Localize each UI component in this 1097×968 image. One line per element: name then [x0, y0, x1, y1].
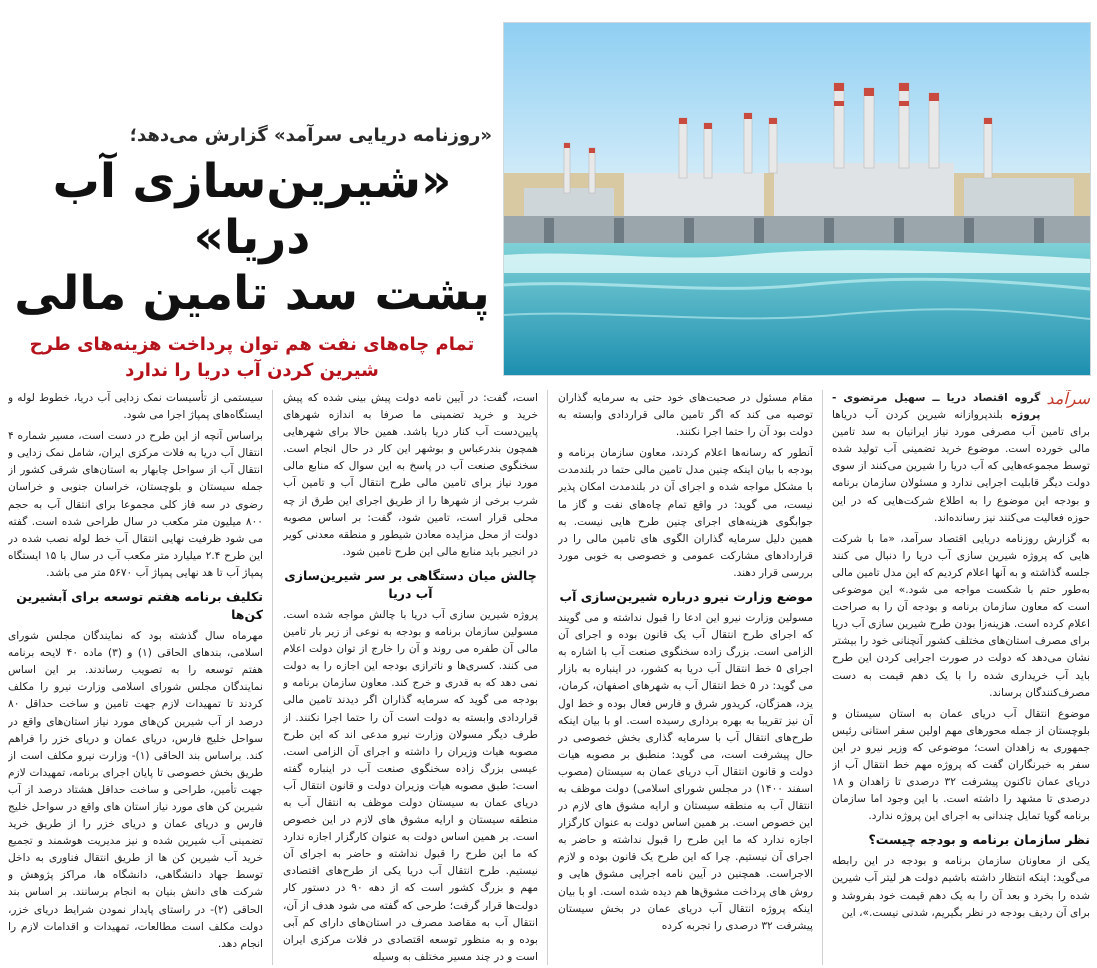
paragraph: بلندپروازانه شیرین کردن آب دریاها برای تامین آب مصرفی مورد نیاز ایرانیان به سد تامین مالی خورده است. موضوع خرید تضمینی آب تولید شده توسط مجموعه‌هایی که آب دریا را شیرین می‌کنند از سوی دولت دیگر قابلیت اجرایی ندارد و مسئولان سازمان برنامه و بودجه این موضوع را به اطلاع شرکت‌هایی که در این حوزه فعالیت می‌کنند نیز رسانده‌اند.	[832, 409, 1090, 524]
kicker: «روزنامه دریایی سرآمد» گزارش می‌دهد؛	[129, 125, 492, 146]
paragraph: مقام مسئول در صحبت‌های خود حتی به سرمایه گذاران توصیه می کند که اگر تامین مالی قراردادی وابسته به دولت بود آن را حتما اجرا نکنند.	[558, 392, 813, 439]
column-3	[283, 390, 538, 965]
photo-illustration	[504, 23, 1090, 375]
section-heading: موضع وزارت نیرو درباره شیرین‌سازی آب	[559, 589, 813, 605]
desalination-plant-photo	[503, 22, 1091, 376]
column-1	[832, 390, 1090, 965]
headline-line-2: پشت سد تامین مالی	[14, 266, 490, 321]
lead-paragraph	[832, 390, 1090, 527]
paragraph: است، گفت: در آیین نامه دولت پیش بینی شده که پیش خرید و خرید تضمینی ما صرفا به اندازه شهرهای پایین‌دست آب کنار دریا باشد. همین حالا برای شهرهایی همچون بندرعباس و بوشهر این کار در حال انجام است. سخنگوی صنعت آب در پاسخ به این سوال که منابع مالی مورد نیاز برای تامین مالی طرح انتقال آب و تامین آب شرب برخی از شهرها را از طریق اجرای این طرق از چه محلی قرار است، تامین شود، گفت: بر اساس مصوبه دولت از محل مزایده معادن شیطور و منطقه معدنی کویر در انجیر باید منابع مالی این طرح تامین شود.	[283, 392, 538, 558]
column-divider	[547, 390, 548, 965]
column-2	[558, 390, 813, 965]
subtitle: تمام چاه‌های نفت هم توان پرداخت هزینه‌های طرح شیرین کردن آب دریا را ندارد	[29, 334, 475, 381]
paragraph: براساس آنچه از این طرح در دست است، مسیر شماره ۴ انتقال آب دریا به فلات مرکزی ایران، شامل نمک زدایی و انتقال آب از سواحل چابهار به استان‌های شرقی کشور از جمله سیستان و بلوچستان، خراسان جنوبی و خراسان رضوی در سه فاز کلی مجموعا برای انتقال آب به حجم ۸۰۰ میلیون متر مکعب در سال طراحی شده است. گفته می شود ظرفیت نهایی انتقال آب خط لوله نصب شده در این طرح ۲.۴ میلیارد متر مکعب آب در سال با ۱۵ ایستگاه پمپاژ آب تا هد نهایی پمپاژ آب ۵۶۷۰ متر می باشد.	[8, 430, 263, 579]
paragraph: مهرماه سال گذشته بود که نمایندگان مجلس شورای اسلامی، بندهای الحاقی (۱) و (۳) ماده ۴۰ لایحه برنامه هفتم توسعه را به تصویب رساندند. بر این اساس نمایندگان مجلس شورای اسلامی وزارت نیرو را مکلف کردند تا تمهیدات لازم جهت تامین و ساخت حداقل ۸۰ درصد از آب شیرین کن‌های مورد نیاز استان‌های واقع در سواحل خلیج فارس، دریای عمان و دریای خزر را فراهم کند. براساس بند الحاقی (۱)- وزارت نیرو مکلف است از طریق بخش خصوصی تا پایان اجرای برنامه، تمهیدات لازم جهت تأمین، طراحی و ساخت حداقل هشتاد درصد از آب شیرین کن های مورد نیاز استان های واقع در سواحل خلیج فارس و دریای عمان و دریای خزر را از طریق خرید تضمینی آب شیرین شده و نیز مدیریت هوشمند و تجمیع خرید آب شیرین کن ها از طریق انتقال فناوری به داخل توسط جهاد دانشگاهی، دانشگاه ها، مراکز پژوهش و شرکت های دانش بنیان به انجام برسانند. بر اساس بند الحاقی (۲)- در راستای پایدار نمودن شرایط دریای خزر، دولت مکلف است مطالعات، تمهیدات و اقدامات لازم را انجام دهد.	[8, 630, 263, 950]
paragraph: موضوع انتقال آب دریای عمان به استان سیستان و بلوچستان از جمله محورهای مهم اولین سفر استانی رئیس جمهوری به زاهدان است؛ موضوعی که وزیر نیرو در این سفر به خبرنگاران گفت که پروژه مهم خط انتقال آب از دریای عمان تاکنون پیشرفت ۳۲ درصدی تا زاهدان و ۱۸ درصدی تا مشهد را داشته است. با این وجود اما سازمان برنامه گویا تمایل چندانی به اجرای این پروژه ندارد.	[832, 707, 1090, 823]
paragraph: مسولین وزارت نیرو این ادعا را قبول نداشته و می گویند که اجرای طرح انتقال آب یک قانون بوده و اجرای آن الزامی است. بزرگ زاده سخنگوی صنعت آب با اشاره به اجرای ۵ خط انتقال آب دریا به کشور، در اینباره به بازار می گوید: در ۵ خط انتقال آب به شهرهای اصفهان، کرمان، یزد، همزگان، کریدور شرق و فارس فعال بوده و خط اول آن نیز تقریبا به بهره برداری رسیده است. او با بیان اینکه طرح‌های انتقال آب با سرمایه گذاری بخش خصوصی در حال پیشرفت است، می گوید: منطبق بر مصوبه هیات دولت و قانون انتقال آب دریای عمان به سیستان (مصوب اسفند ۱۴۰۰) در مجلس شورای اسلامی) دولت موظف به انتقال آب به منطقه سیستان و ارایه مشوق های لازم در این خصوص است. بر همین اساس دولت به عنوان کارگزار اجازه ندارد که ما این طرح را قبول نداشته و حاضر به اجرای آن نیستیم. چرا که این طرح یک قانون بوده و لازم الاجراست. همچنین در آیین نامه اجرایی مشوق هایی و روش های پرداخت مشوق‌ها هم دیده شده است. او با بیان اینکه پروژه انتقال آب دریای عمان در بخش سیستان پیشرفت ۳۲ درصدی را تجربه کرده	[558, 612, 813, 932]
headline-line-1: «شیرین‌سازی آب دریا»	[52, 154, 452, 265]
column-4	[8, 390, 263, 965]
paragraph: آنطور که رسانه‌ها اعلام کردند، معاون سازمان برنامه و بودجه با بیان اینکه چنین مدل تامین مالی حتما در بلندمدت با مشکل مواجه شده و اجرای آن در بلندمدت امکان پذیر نیست، می گوید: در واقع تمام چاه‌های نفت و گاز ما جوابگوی هزینه‌های اجرای چنین طرح هایی نیست. به همین دلیل سرمایه گذاران الگوی های تامین مالی را در قراردادهای مشارکت عمومی و خصوصی به خوبی مورد بررسی قرار دهند.	[558, 447, 813, 579]
publication-logo: سرآمد	[1046, 390, 1090, 408]
paragraph: به گزارش روزنامه دریایی اقتصاد سرآمد، «ما با شرکت هایی که پروژه شیرین سازی آب دریا را دنبال می کنند جلسه گذاشته و به آنها اعلام کردیم که این مدل تامین مالی به‌طور حتم با شکست مواجه می شود.» این موضوعی است که معاون سازمان برنامه و بودجه آن را به صراحت اعلام کرده است. هزینه‌زا بودن طرح شیرین سازی آب دریا برای مصرف استان‌های مختلف کشور آنچنانی خود را بیشتر نشان می‌دهد که دولت در صورت اجرایی کردن این طرح باید آب خریداری شده را با یک دهم قیمت به دست مصرف‌کنندگان برساند.	[832, 532, 1090, 699]
section-heading: تکلیف برنامه هفتم توسعه برای آبشیرین کن‌ها	[16, 589, 263, 623]
byline: گروه اقتصاد دریا ــ سهیل مرتضوی - پروژه	[832, 392, 1041, 422]
paragraph: سیستمی از تأسیسات نمک زدایی آب دریا، خطوط لوله و ایستگاه‌های پمپاژ اجرا می شود.	[8, 392, 263, 422]
column-divider	[822, 390, 823, 965]
section-heading: نظر سازمان برنامه و بودجه چیست؟	[868, 832, 1090, 848]
column-divider	[272, 390, 273, 965]
headline-block	[8, 125, 496, 384]
section-heading: چالش میان دستگاهی بر سر شیرین‌سازی آب دریا	[284, 567, 537, 601]
paragraph: پروژه شیرین سازی آب دریا با چالش مواجه شده است. مسولین سازمان برنامه و بودجه به نوعی از زیر بار تامین مالی آن طفره می روند و آن را خارج از توان دولت اعلام می کنند. کسری‌ها و ناترازی بودجه این اجازه را به دولت نمی دهد که به قدری و خرج کند. معاون سازمان برنامه و بودجه می گوید که سرمایه گذاران اگر دیدند تامین مالی قراردادی وابسته به دولت است آن را حتما اجرا نکنند. از طرف دیگر مسولان وزارت نیرو مدعی اند که این طرح مصوبه هیات وزیران را داشته و اجرای آن الزامی است. عیسی بزرگ زاده سخنگوی صنعت آب در اینباره گفته است: طبق مصوبه هیات وزیران دولت و قانون انتقال آب دریای عمان به سیستان دولت موظف به انتقال آب به منطقه سیستان و ارایه مشوق های لازم در این خصوص است. بر همین اساس دولت به عنوان کارگزار اجازه ندارد که ما این طرح را قبول نداشته و حاضر به اجرای آن نیستیم. طرح انتقال آب دریا یکی از طرح‌های اقتصادی مهم و بزرگ کشور است که از دهه ۹۰ در دستور کار دولت‌ها قرار گرفت؛ طرحی که گفته می شود هدف از آن، انتقال آب به مقاصد مصرف در استان‌های دارای کم آبی بوده و به منظور توسعه اقتصادی در فلات مرکزی ایران است و در چند مسیر مختلف به وسیله	[283, 608, 538, 963]
article-body	[8, 390, 1090, 965]
paragraph: یکی از معاونان سازمان برنامه و بودجه در این رابطه می‌گوید: اینکه انتظار داشته باشیم دولت هر لیتر آب شیرین شده را بخرد و بعد آن را به یک دهم قیمت خود بفروشد و برای آن ردیف بودجه در نظر بگیریم، شدنی نیست.»، این	[832, 855, 1090, 919]
